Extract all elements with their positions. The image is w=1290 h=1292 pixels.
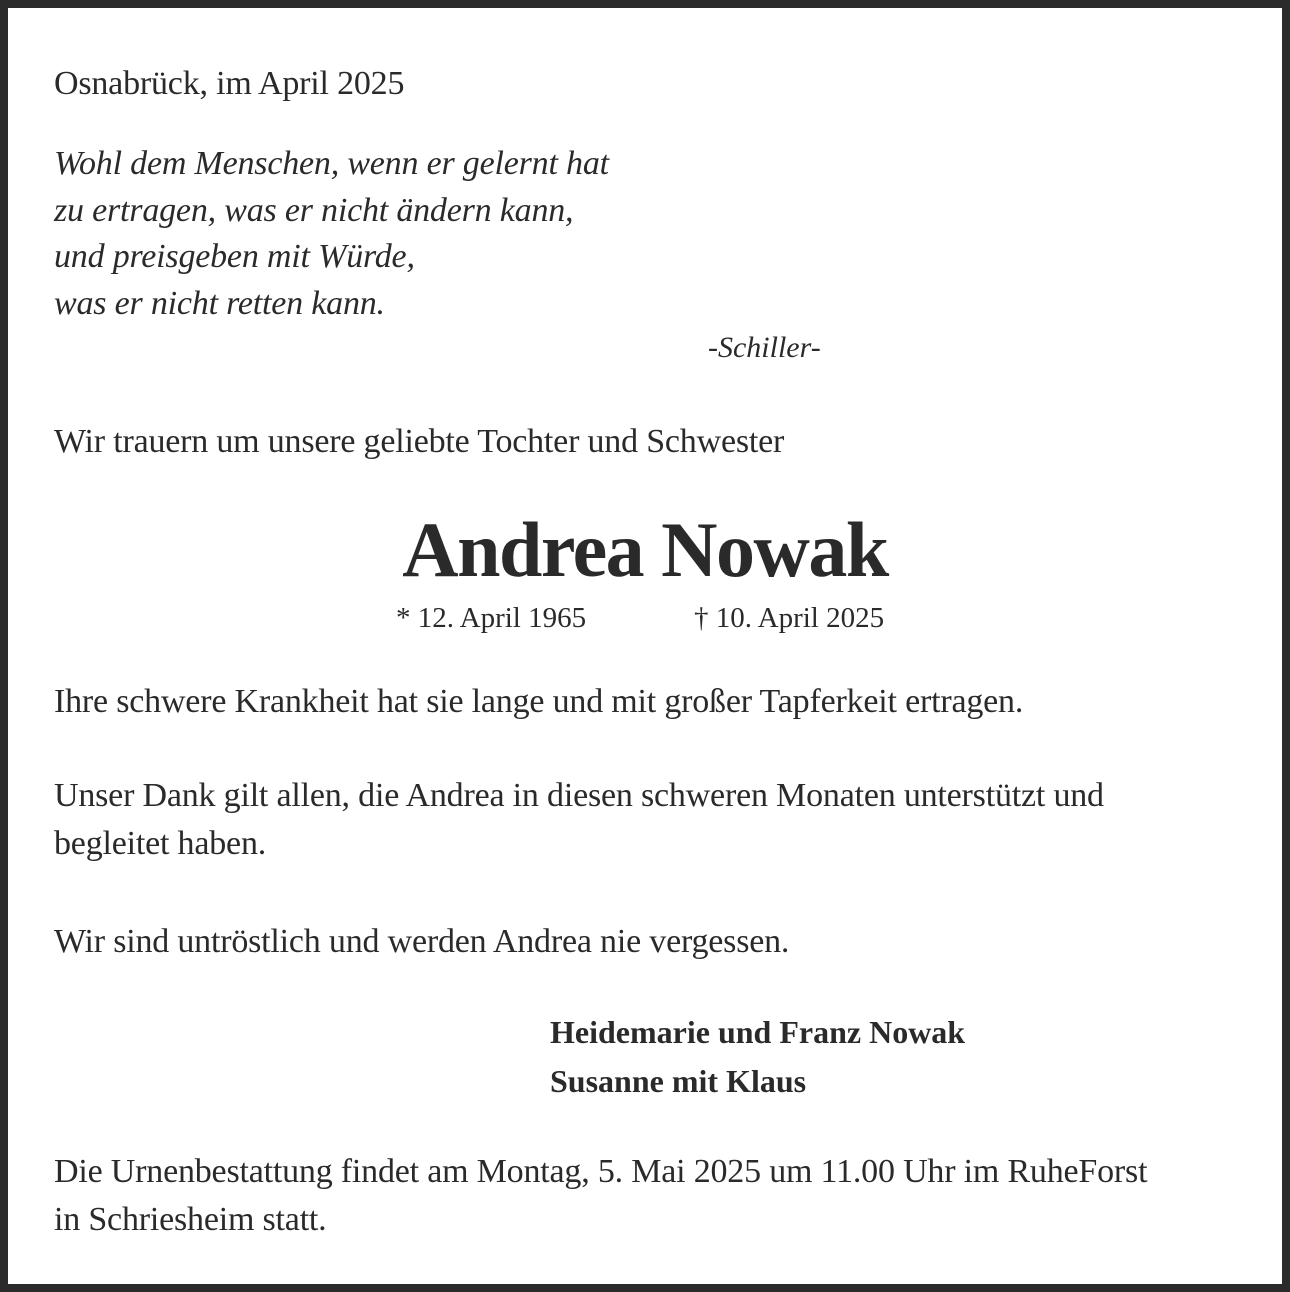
quote-line: Wohl dem Menschen, wenn er gelernt hat: [54, 145, 609, 182]
birth-date: * 12. April 1965: [396, 602, 587, 634]
signatory: Heidemarie und Franz Nowak: [550, 1014, 966, 1050]
thanks-line: begleitet haben.: [54, 825, 267, 862]
quote-line: zu ertragen, was er nicht ändern kann,: [54, 191, 574, 229]
quote-author: -Schiller-: [708, 331, 821, 364]
signatory: Susanne mit Klaus: [550, 1063, 807, 1099]
burial-line: Die Urnenbestattung findet am Montag, 5. Mai 2025 um 11.00 Uhr im RuheForst: [54, 1153, 1148, 1190]
burial-paragraph: [54, 1148, 1147, 1244]
grief-paragraph: Wir sind untröstlich und werden Andrea nie vergessen.: [54, 923, 790, 960]
quote: [54, 141, 609, 327]
thanks-paragraph: [54, 772, 1104, 868]
deceased-name: Andrea Nowak: [402, 506, 888, 593]
illness-paragraph: Ihre schwere Krankheit hat sie lange und mit großer Tapferkeit ertragen.: [54, 683, 1024, 720]
quote-line: was er nicht retten kann.: [54, 284, 385, 322]
death-date: † 10. April 2025: [694, 602, 885, 634]
intro-text: Wir trauern um unsere geliebte Tochter und Schwester: [54, 423, 785, 460]
quote-line: und preisgeben mit Würde,: [54, 238, 415, 275]
place-date: Osnabrück, im April 2025: [54, 65, 405, 102]
thanks-line: Unser Dank gilt allen, die Andrea in diesen schweren Monaten unterstützt und: [54, 777, 1104, 814]
burial-line: in Schriesheim statt.: [54, 1201, 327, 1238]
